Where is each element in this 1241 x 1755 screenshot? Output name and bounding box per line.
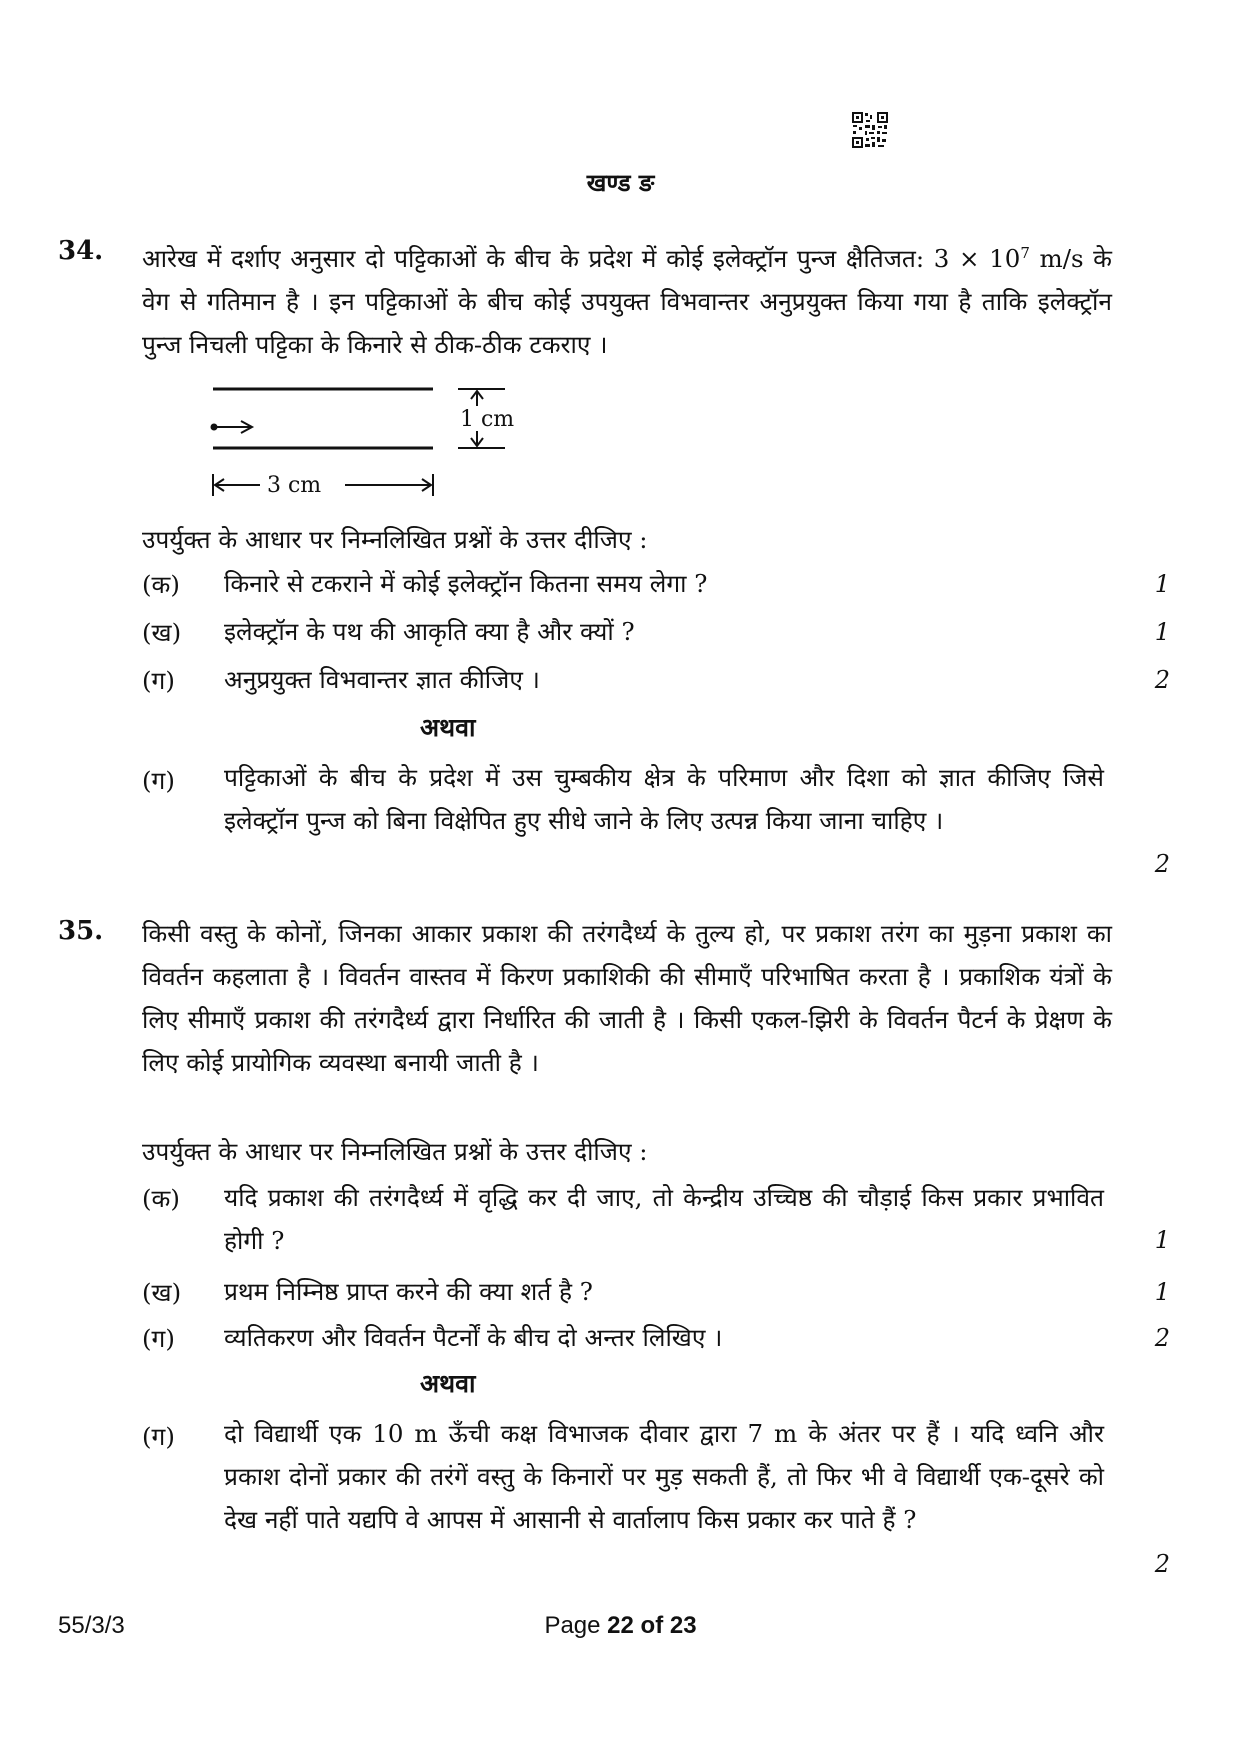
question-34-text: आरेख में दर्शाए अनुसार दो पट्टिकाओं के बीच के प्रदेश में कोई इलेक्ट्रॉन पुन्ज क्षैतिजत: $3 \times 10^7$ m/s के वेग से गतिमान है । इन पट्टिकाओं के बीच कोई उपयुक्त विभवान्तर अनुप्रयुक्त किया गया है ताकि इलेक्ट्रॉन पुन्ज निचली पट्टिका के किनारे से ठीक-ठीक टकराए ।: [142, 244, 1112, 360]
question-number: 35.: [58, 916, 104, 946]
sub-label: (ग): [142, 766, 175, 795]
width-label: 3 cm: [267, 473, 322, 498]
section-title: खण्ड ङ: [586, 168, 655, 197]
marks: 1: [1154, 1278, 1170, 1306]
gap-label: 1 cm: [460, 407, 515, 432]
marks: 2: [1154, 1550, 1170, 1578]
question-35-text: किसी वस्तु के कोनों, जिनका आकार प्रकाश की तरंगदैर्ध्य के तुल्य हो, पर प्रकाश तरंग का मुड़ना प्रकाश का विवर्तन कहलाता है । विवर्तन वास्तव में किरण प्रकाशिकी की सीमाएँ परिभाषित करता है । प्रकाशिक यंत्रों के लिए सीमाएँ प्रकाश की तरंगदैर्ध्य द्वारा निर्धारित की जाती है । किसी एकल-झिरी के विवर्तन पैटर्न के प्रेक्षण के लिए कोई प्रायोगिक व्यवस्था बनायी जाती है ।: [142, 919, 1112, 1077]
sub-question-text: अनुप्रयुक्त विभवान्तर ज्ञात कीजिए ।: [224, 665, 540, 694]
sub-label: (ग): [142, 1422, 175, 1451]
sub-question-text: प्रथम निम्निष्ठ प्राप्त करने की क्या शर्त है ?: [224, 1277, 593, 1306]
sub-question-text: यदि प्रकाश की तरंगदैर्ध्य में वृद्धि कर दी जाए, तो केन्द्रीय उच्चिष्ठ की चौड़ाई किस प्रकार प्रभावित होगी ?: [224, 1183, 1104, 1255]
electron-dot: [211, 424, 218, 431]
marks: 1: [1154, 570, 1170, 598]
qr-code-icon: [851, 111, 889, 149]
instruction: उपर्युक्त के आधार पर निम्नलिखित प्रश्नों के उत्तर दीजिए :: [142, 525, 648, 554]
page-number: Page 22 of 23: [544, 1612, 697, 1639]
marks: 2: [1154, 666, 1170, 694]
sub-label: (ख): [142, 1278, 182, 1307]
sub-label: (ख): [142, 618, 182, 647]
sub-label: (ग): [142, 1324, 175, 1353]
sub-question-text: व्यतिकरण और विवर्तन पैटर्नों के बीच दो अन्तर लिखिए ।: [224, 1323, 723, 1352]
sub-question-text: किनारे से टकराने में कोई इलेक्ट्रॉन कितना समय लेगा ?: [224, 569, 708, 598]
sub-question-text: पट्टिकाओं के बीच के प्रदेश में उस चुम्बकीय क्षेत्र के परिमाण और दिशा को ज्ञात कीजिए जिसे इलेक्ट्रॉन पुन्ज को बिना विक्षेपित हुए सीधे जाने के लिए उत्पन्न किया जाना चाहिए ।: [224, 763, 1104, 835]
paper-code: 55/3/3: [58, 1612, 125, 1639]
sub-label: (क): [142, 1184, 180, 1213]
or-label: अथवा: [420, 713, 476, 742]
question-number: 34.: [58, 236, 104, 266]
sub-question-text: दो विद्यार्थी एक 10 m ऊँची कक्ष विभाजक दीवार द्वारा 7 m के अंतर पर हैं । यदि ध्वनि और प्रकाश दोनों प्रकार की तरंगें वस्तु के किनारों पर मुड़ सकती हैं, तो फिर भी वे विद्यार्थी एक-दूसरे को देख नहीं पाते यद्यपि वे आपस में आसानी से वार्तालाप किस प्रकार कर पाते हैं ?: [224, 1419, 1104, 1534]
instruction: उपर्युक्त के आधार पर निम्नलिखित प्रश्नों के उत्तर दीजिए :: [142, 1137, 648, 1166]
plates-diagram: [195, 376, 535, 506]
sub-question-text: इलेक्ट्रॉन के पथ की आकृति क्या है और क्यों ?: [224, 617, 635, 646]
marks: 2: [1154, 1324, 1170, 1352]
marks: 2: [1154, 850, 1170, 878]
marks: 1: [1154, 618, 1170, 646]
sub-label: (क): [142, 570, 180, 599]
sub-label: (ग): [142, 666, 175, 695]
marks: 1: [1154, 1226, 1170, 1254]
or-label: अथवा: [420, 1369, 476, 1398]
